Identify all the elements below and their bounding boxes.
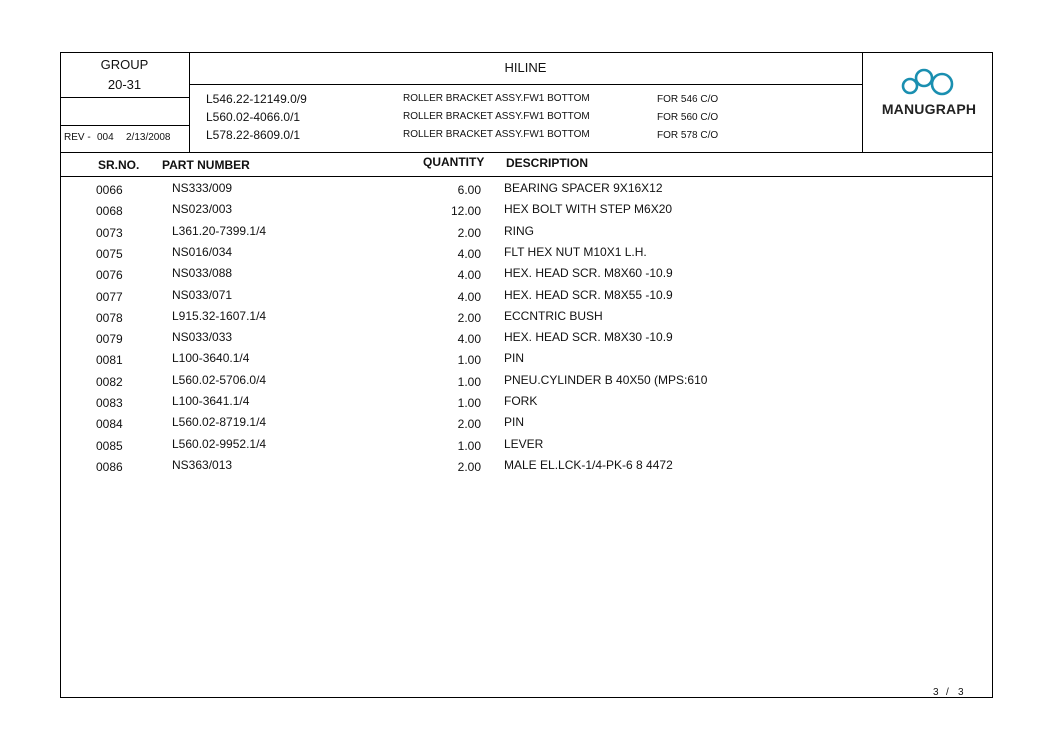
row-part-number: NS023/003 — [172, 202, 233, 216]
col-header-description: DESCRIPTION — [506, 156, 589, 170]
row-quantity: 1.00 — [457, 375, 481, 389]
row-description: HEX BOLT WITH STEP M6X20 — [504, 202, 673, 216]
row-description: HEX. HEAD SCR. M8X30 -10.9 — [504, 330, 673, 344]
row-quantity: 12.00 — [450, 204, 481, 218]
row-part-number: L100-3640.1/4 — [172, 351, 250, 365]
row-part-number: NS016/034 — [172, 245, 233, 259]
page-separator: / — [946, 687, 949, 698]
row-part-number: L560.02-8719.1/4 — [172, 415, 267, 429]
row-quantity: 1.00 — [457, 353, 481, 367]
assembly-desc: ROLLER BRACKET ASSY.FW1 BOTTOM — [403, 129, 590, 140]
row-quantity: 1.00 — [457, 439, 481, 453]
rev-number: 004 — [97, 132, 114, 143]
assembly-part: L578.22-8609.0/1 — [206, 128, 301, 142]
row-part-number: L560.02-9952.1/4 — [172, 437, 267, 451]
row-srno: 0078 — [96, 311, 123, 325]
logo-circle-large — [932, 74, 952, 94]
row-description: ECCNTRIC BUSH — [504, 309, 603, 323]
row-description: FLT HEX NUT M10X1 L.H. — [504, 245, 647, 259]
row-description: MALE EL.LCK-1/4-PK-6 8 4472 — [504, 458, 673, 472]
row-srno: 0083 — [96, 396, 123, 410]
row-srno: 0079 — [96, 332, 123, 346]
col-header-quantity: QUANTITY — [423, 155, 485, 169]
row-part-number: L560.02-5706.0/4 — [172, 373, 267, 387]
row-srno: 0085 — [96, 439, 123, 453]
manugraph-logo — [872, 68, 986, 120]
logo-circle-medium — [916, 70, 932, 86]
row-description: PIN — [504, 415, 525, 429]
group-cell-line-1 — [60, 97, 189, 98]
assembly-for: FOR 546 C/O — [657, 94, 719, 105]
document-title: HILINE — [504, 60, 547, 75]
row-srno: 0077 — [96, 290, 123, 304]
header-bottom-line — [60, 152, 993, 153]
row-srno: 0066 — [96, 183, 123, 197]
group-label: GROUP — [100, 57, 149, 72]
row-srno: 0082 — [96, 375, 123, 389]
logo-circle-small — [903, 79, 917, 93]
assembly-desc: ROLLER BRACKET ASSY.FW1 BOTTOM — [403, 111, 590, 122]
row-description: LEVER — [504, 437, 544, 451]
header-divider-right — [862, 52, 863, 152]
row-quantity: 4.00 — [457, 268, 481, 282]
row-quantity: 6.00 — [457, 183, 481, 197]
row-part-number: L915.32-1607.1/4 — [172, 309, 267, 323]
row-part-number: NS033/088 — [172, 266, 233, 280]
row-part-number: NS033/071 — [172, 288, 233, 302]
group-cell-line-2 — [60, 125, 189, 126]
row-quantity: 4.00 — [457, 247, 481, 261]
row-description: FORK — [504, 394, 538, 408]
row-srno: 0081 — [96, 353, 123, 367]
page-total: 3 — [958, 687, 964, 698]
row-quantity: 2.00 — [457, 460, 481, 474]
row-srno: 0076 — [96, 268, 123, 282]
rev-label: REV - — [64, 132, 91, 143]
column-header-line — [60, 176, 993, 177]
row-srno: 0068 — [96, 204, 123, 218]
assembly-for: FOR 578 C/O — [657, 130, 719, 141]
row-part-number: L361.20-7399.1/4 — [172, 224, 267, 238]
row-part-number: NS333/009 — [172, 181, 233, 195]
row-quantity: 2.00 — [457, 417, 481, 431]
row-part-number: NS363/013 — [172, 458, 233, 472]
page-current: 3 — [933, 687, 939, 698]
assembly-part: L546.22-12149.0/9 — [206, 92, 307, 106]
title-underline — [189, 84, 862, 85]
assembly-for: FOR 560 C/O — [657, 112, 719, 123]
rev-date: 2/13/2008 — [126, 132, 171, 143]
row-quantity: 2.00 — [457, 311, 481, 325]
logo-wordmark: MANUGRAPH — [881, 101, 977, 117]
col-header-srno: SR.NO. — [98, 158, 140, 172]
row-quantity: 4.00 — [457, 290, 481, 304]
row-quantity: 2.00 — [457, 226, 481, 240]
group-code: 20-31 — [107, 77, 142, 92]
row-srno: 0086 — [96, 460, 123, 474]
row-description: HEX. HEAD SCR. M8X55 -10.9 — [504, 288, 673, 302]
row-description: RING — [504, 224, 534, 238]
row-description: BEARING SPACER 9X16X12 — [504, 181, 663, 195]
row-srno: 0084 — [96, 417, 123, 431]
row-srno: 0073 — [96, 226, 123, 240]
row-srno: 0075 — [96, 247, 123, 261]
row-description: PNEU.CYLINDER B 40X50 (MPS:610 — [504, 373, 708, 387]
row-part-number: L100-3641.1/4 — [172, 394, 250, 408]
row-description: PIN — [504, 351, 525, 365]
logo-mark-icon — [872, 68, 986, 100]
row-quantity: 4.00 — [457, 332, 481, 346]
row-quantity: 1.00 — [457, 396, 481, 410]
col-header-part-number: PART NUMBER — [162, 158, 250, 172]
row-part-number: NS033/033 — [172, 330, 233, 344]
row-description: HEX. HEAD SCR. M8X60 -10.9 — [504, 266, 673, 280]
assembly-part: L560.02-4066.0/1 — [206, 110, 301, 124]
assembly-desc: ROLLER BRACKET ASSY.FW1 BOTTOM — [403, 93, 590, 104]
